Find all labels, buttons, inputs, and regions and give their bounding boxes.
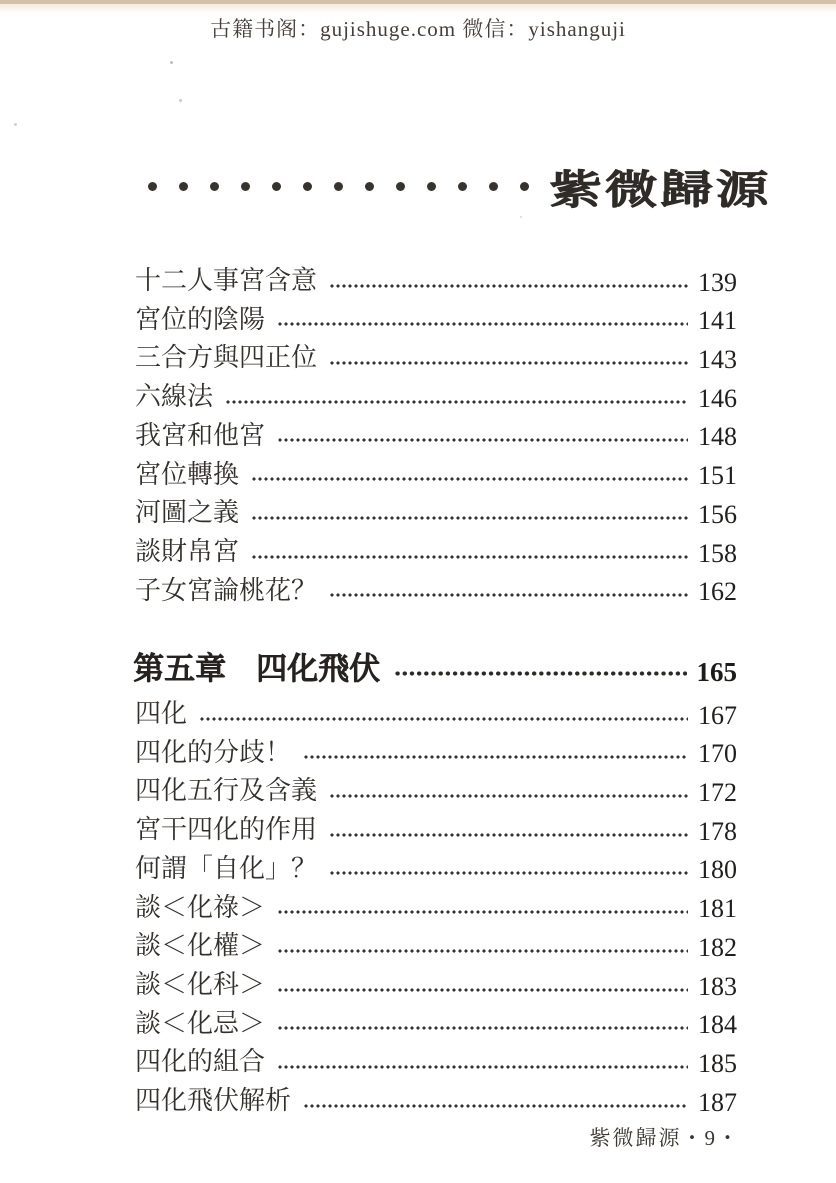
- dot-leader: [277, 1064, 688, 1070]
- footer-page-number: ・9・: [681, 1126, 740, 1150]
- toc-entry-label: 六線法: [135, 382, 214, 412]
- toc-row: [135, 690, 737, 729]
- toc-entry-page: 156: [698, 499, 737, 529]
- footer-book-title: 紫微歸源: [589, 1126, 682, 1150]
- toc-row: [135, 806, 737, 845]
- toc-row: [135, 450, 737, 489]
- toc-row: [135, 961, 737, 1000]
- chapter-row: [133, 642, 737, 686]
- toc-row: [135, 489, 737, 528]
- toc-entry-label: 宮位的陰陽: [135, 304, 266, 334]
- toc-entry-page: 151: [698, 461, 737, 491]
- toc-entry-label: 談＜化科＞: [135, 969, 266, 999]
- toc-row: [135, 334, 737, 373]
- toc-row: [135, 922, 737, 961]
- dot-leader: [277, 948, 688, 954]
- toc-entry-label: 談財帛宮: [135, 536, 240, 566]
- chapter-number-label: 第五章: [133, 650, 226, 686]
- dot-leader: [329, 592, 688, 598]
- dot-leader: [329, 832, 688, 838]
- toc-entry-label: 談＜化祿＞: [135, 892, 266, 922]
- toc-entry-page: 167: [698, 700, 737, 730]
- dot-leader: [329, 870, 688, 876]
- banner-dot: [458, 182, 467, 191]
- toc-entry-page: 170: [698, 739, 737, 769]
- dot-leader: [277, 321, 688, 327]
- toc-entry-page: 141: [698, 306, 737, 336]
- dot-leader: [329, 793, 688, 799]
- toc-entry-label: 四化五行及含義: [135, 776, 318, 806]
- banner-dot: [148, 182, 157, 191]
- scan-speck: [14, 123, 17, 126]
- toc-row: [135, 883, 737, 922]
- toc-entry-page: 139: [698, 267, 737, 297]
- toc-entry-label: 四化飛伏解析: [135, 1085, 292, 1115]
- dot-leader: [329, 283, 688, 289]
- dot-leader: [303, 754, 688, 760]
- toc-row: [135, 1038, 737, 1077]
- banner-dot: [334, 182, 343, 191]
- toc-row: [135, 567, 737, 606]
- dot-leader: [277, 1025, 688, 1031]
- banner-dot-row: [148, 182, 529, 191]
- toc-entry-page: 178: [698, 816, 737, 846]
- banner-dot: [210, 182, 219, 191]
- toc-entry-page: 172: [698, 778, 737, 808]
- banner-dot: [396, 182, 405, 191]
- toc-entry-page: 184: [698, 1010, 737, 1040]
- toc-list-part1: [135, 257, 737, 605]
- toc-entry-label: 宮干四化的作用: [135, 815, 318, 845]
- watermark-header: 古籍书阁：gujishuge.com 微信：yishanguji: [210, 17, 626, 41]
- banner-dot: [520, 182, 529, 191]
- dot-leader: [251, 476, 688, 482]
- toc-row: [135, 729, 737, 768]
- scan-speck: [179, 99, 182, 102]
- chapter-title: 四化飛伏: [256, 650, 380, 686]
- dot-leader: [329, 360, 688, 366]
- dot-leader: [277, 437, 688, 443]
- dot-leader: [394, 670, 687, 678]
- dot-leader: [277, 987, 688, 993]
- book-title-calligraphy: 紫微歸源: [549, 166, 771, 212]
- dot-leader: [251, 515, 688, 521]
- toc-entry-label: 四化的組合: [135, 1047, 266, 1077]
- toc-entry-label: 河圖之義: [135, 498, 240, 528]
- banner-dot: [365, 182, 374, 191]
- toc-entry-page: 162: [698, 577, 737, 607]
- toc-row: [135, 845, 737, 884]
- chapter-page-number: 165: [696, 657, 737, 687]
- banner-dot: [303, 182, 312, 191]
- scan-speck: [520, 216, 522, 218]
- toc-row: [135, 257, 737, 296]
- toc-entry-label: 我宮和他宮: [135, 420, 266, 450]
- toc-entry-page: 148: [698, 422, 737, 452]
- dot-leader: [251, 554, 688, 560]
- toc-entry-label: 宮位轉換: [135, 459, 240, 489]
- scan-speck: [170, 61, 173, 64]
- toc-entry-page: 143: [698, 345, 737, 375]
- toc-entry-page: 181: [698, 894, 737, 924]
- dot-leader: [225, 399, 688, 405]
- toc-entry-label: 四化的分歧！: [135, 737, 292, 767]
- toc-entry-page: 182: [698, 932, 737, 962]
- toc-row: [135, 1000, 737, 1039]
- toc-row: [135, 1077, 737, 1116]
- banner-dot: [241, 182, 250, 191]
- banner-dot: [427, 182, 436, 191]
- toc-row: [135, 412, 737, 451]
- toc-row: [135, 767, 737, 806]
- footer: [590, 1126, 741, 1150]
- toc-entry-page: 146: [698, 383, 737, 413]
- toc-entry-page: 180: [698, 855, 737, 885]
- toc-row: [135, 296, 737, 335]
- toc-entry-page: 185: [698, 1048, 737, 1078]
- toc-entry-page: 158: [698, 538, 737, 568]
- banner-dot: [179, 182, 188, 191]
- dot-leader: [303, 1103, 688, 1109]
- toc-entry-label: 子女宮論桃花？: [135, 575, 318, 605]
- dot-leader: [199, 716, 688, 722]
- toc-entry-label: 何謂「自化」？: [135, 853, 318, 883]
- toc-list-part2: [135, 690, 737, 1116]
- top-edge-fade: [0, 4, 836, 14]
- banner-dot: [489, 182, 498, 191]
- toc-entry-page: 183: [698, 971, 737, 1001]
- toc-entry-page: 187: [698, 1087, 737, 1117]
- toc-entry-label: 談＜化忌＞: [135, 1008, 266, 1038]
- toc-entry-label: 談＜化權＞: [135, 931, 266, 961]
- title-banner: [148, 160, 776, 212]
- toc-row: [135, 528, 737, 567]
- toc-entry-label: 四化: [135, 699, 188, 729]
- toc-row: [135, 373, 737, 412]
- toc-entry-label: 三合方與四正位: [135, 343, 318, 373]
- banner-dot: [272, 182, 281, 191]
- toc-entry-label: 十二人事宮含意: [135, 266, 318, 296]
- dot-leader: [277, 909, 688, 915]
